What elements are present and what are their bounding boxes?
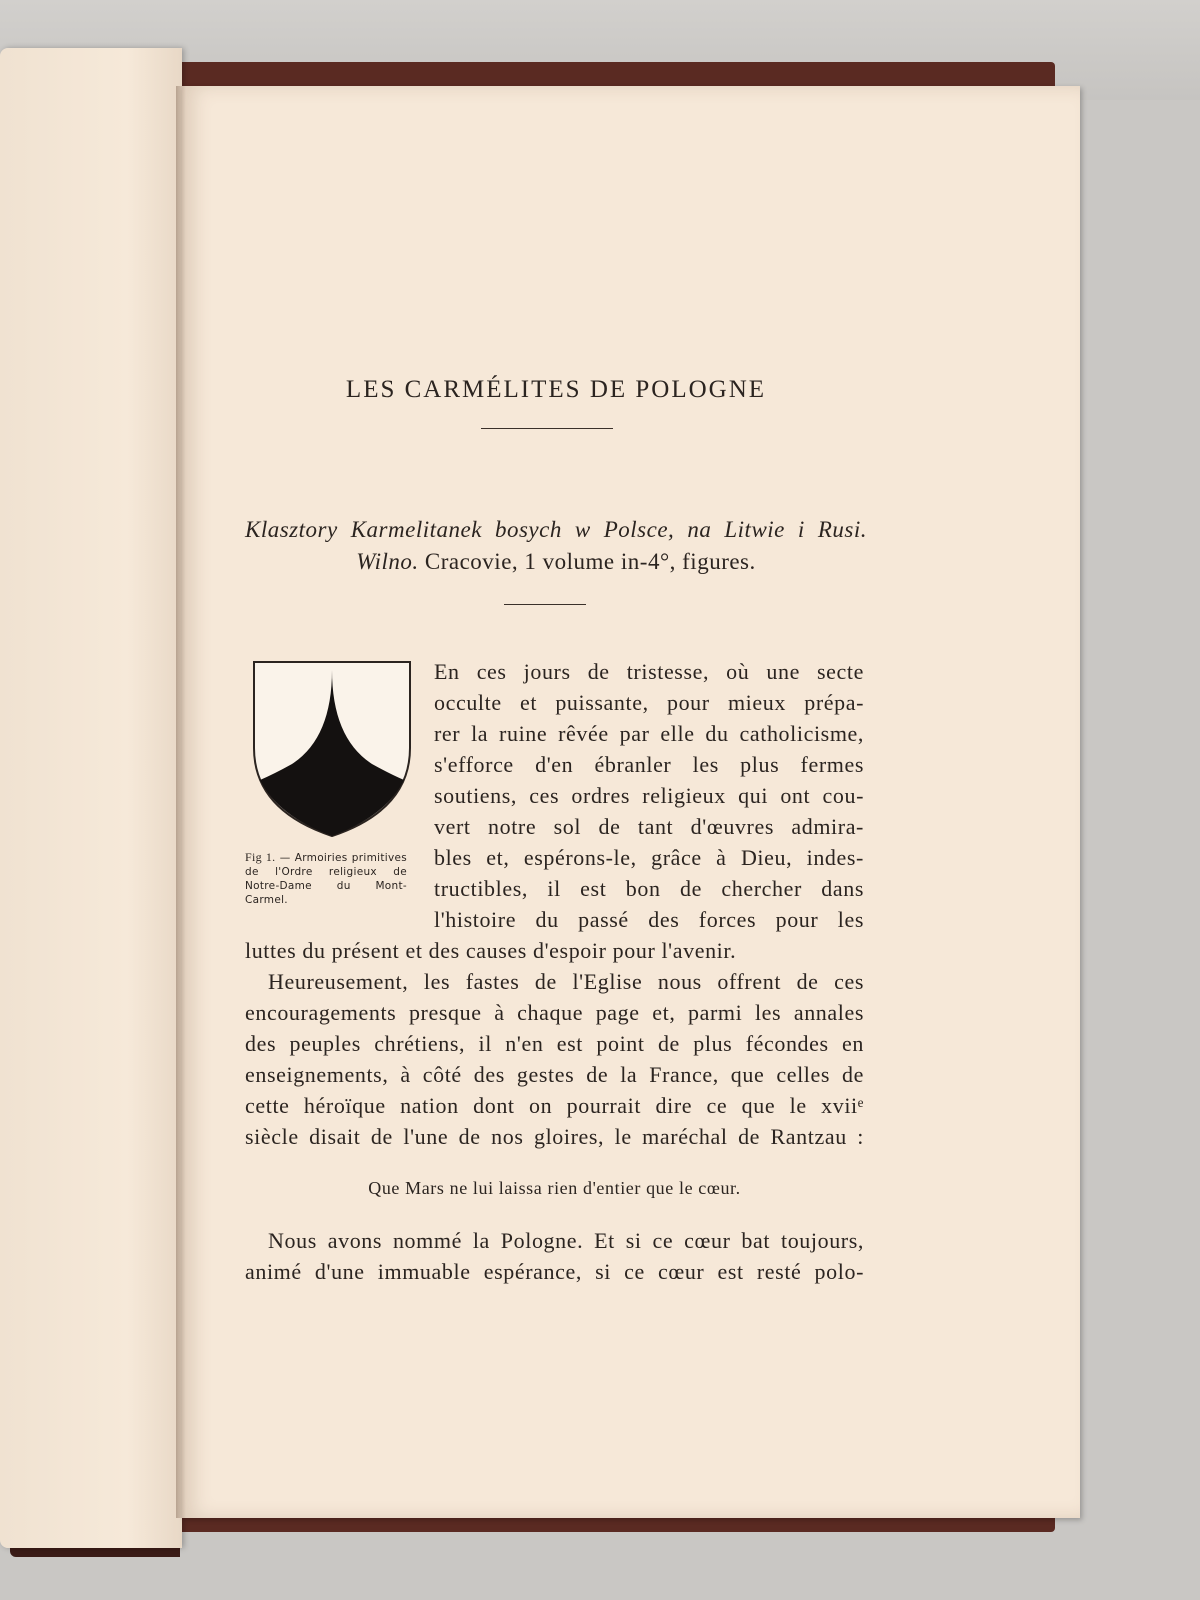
figure-caption-text: — Armoiries primitives de l'Ordre religieux de Notre-Dame du Mont-Carmel. bbox=[245, 852, 407, 906]
figure-caption-lead: Fig 1. bbox=[245, 850, 276, 864]
verse-quote: Que Mars ne lui laissa rien d'entier que le cœur. bbox=[368, 1178, 741, 1198]
heraldic-shield-icon bbox=[252, 660, 412, 838]
paragraph-line: animé d'une immuable espérance, si ce cœur est resté polo- bbox=[245, 1259, 864, 1284]
paragraph-line: des peuples chrétiens, il n'en est point de plus fécondes en bbox=[245, 1031, 864, 1056]
paragraph-line: vert notre sol de tant d'œuvres admira- bbox=[434, 814, 864, 839]
paragraph-line: enseignements, à côté des gestes de la France, que celles de bbox=[245, 1062, 864, 1087]
bibliography-rule bbox=[504, 604, 586, 605]
paragraph-line: luttes du présent et des causes d'espoir pour l'avenir. bbox=[245, 938, 737, 963]
paragraph-line: En ces jours de tristesse, où une secte bbox=[434, 659, 864, 684]
left-page bbox=[0, 48, 182, 1548]
paragraph-line: soutiens, ces ordres religieux qui ont cou- bbox=[434, 783, 864, 808]
figure-caption bbox=[245, 850, 407, 907]
paragraph-line: s'efforce d'en ébranler les plus fermes bbox=[434, 752, 864, 777]
bibliography-line-1: Klasztory Karmelitanek bosych w Polsce, na Litwie i Rusi. bbox=[245, 517, 867, 542]
paragraph-line: siècle disait de l'une de nos gloires, le maréchal de Rantzau : bbox=[245, 1124, 864, 1149]
paragraph-line: Heureusement, les fastes de l'Eglise nous offrent de ces bbox=[268, 969, 864, 994]
paragraph-line: cette héroïque nation dont on pourrait dire ce que le xviiᵉ bbox=[245, 1093, 864, 1118]
paragraph-line: tructibles, il est bon de chercher dans bbox=[434, 876, 864, 901]
bibliography-details: Cracovie, 1 volume in-4°, figures. bbox=[418, 549, 756, 574]
paragraph-line: rer la ruine rêvée par elle du catholicisme, bbox=[434, 721, 864, 746]
bibliography-line-2 bbox=[245, 546, 867, 578]
paragraph-line: l'histoire du passé des forces pour les bbox=[434, 907, 864, 932]
paragraph-line: encouragements presque à chaque page et, parmi les annales bbox=[245, 1000, 864, 1025]
paragraph-line: Nous avons nommé la Pologne. Et si ce cœur bat toujours, bbox=[268, 1228, 864, 1253]
page-gutter bbox=[176, 86, 186, 1518]
title-rule bbox=[481, 428, 613, 429]
paragraph-line: occulte et puissante, pour mieux prépa- bbox=[434, 690, 864, 715]
page-title: LES CARMÉLITES DE POLOGNE bbox=[345, 376, 767, 403]
paragraph-line: bles et, espérons-le, grâce à Dieu, indes- bbox=[434, 845, 864, 870]
bibliography-city: Wilno. bbox=[356, 549, 419, 574]
